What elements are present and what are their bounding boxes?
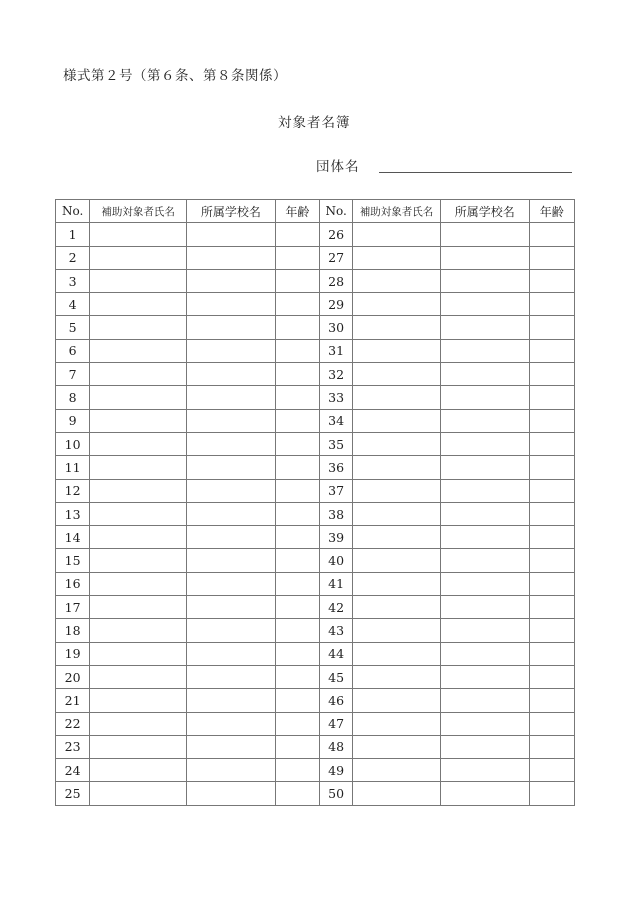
row-number: 39 xyxy=(319,526,352,549)
table-row xyxy=(56,246,575,269)
name-cell[interactable] xyxy=(90,432,187,455)
school-cell[interactable] xyxy=(440,549,529,572)
age-cell[interactable] xyxy=(529,339,574,362)
table-row xyxy=(56,502,575,525)
school-cell[interactable] xyxy=(186,689,275,712)
school-cell[interactable] xyxy=(440,316,529,339)
age-cell[interactable] xyxy=(529,409,574,432)
age-cell[interactable] xyxy=(275,712,319,735)
name-cell[interactable] xyxy=(353,782,441,805)
row-number: 49 xyxy=(319,759,352,782)
age-cell[interactable] xyxy=(529,502,574,525)
school-cell[interactable] xyxy=(440,759,529,782)
name-cell[interactable] xyxy=(90,339,187,362)
table-row xyxy=(56,269,575,292)
row-number: 47 xyxy=(319,712,352,735)
school-cell[interactable] xyxy=(440,735,529,758)
age-cell[interactable] xyxy=(275,246,319,269)
row-number: 18 xyxy=(56,619,90,642)
table-row xyxy=(56,479,575,502)
school-cell[interactable] xyxy=(186,432,275,455)
name-cell[interactable] xyxy=(353,712,441,735)
name-cell[interactable] xyxy=(90,759,187,782)
age-cell[interactable] xyxy=(275,502,319,525)
school-cell[interactable] xyxy=(186,409,275,432)
name-cell[interactable] xyxy=(353,269,441,292)
age-cell[interactable] xyxy=(529,782,574,805)
name-cell[interactable] xyxy=(353,409,441,432)
table-row xyxy=(56,619,575,642)
age-cell[interactable] xyxy=(275,572,319,595)
school-cell[interactable] xyxy=(186,316,275,339)
age-cell[interactable] xyxy=(275,456,319,479)
header-school: 所属学校名 xyxy=(440,200,529,223)
name-cell[interactable] xyxy=(90,502,187,525)
age-cell[interactable] xyxy=(275,782,319,805)
row-number: 16 xyxy=(56,572,90,595)
age-cell[interactable] xyxy=(529,665,574,688)
name-cell[interactable] xyxy=(353,759,441,782)
row-number: 2 xyxy=(56,246,90,269)
roster-table xyxy=(55,199,575,806)
table-row xyxy=(56,339,575,362)
school-cell[interactable] xyxy=(186,386,275,409)
row-number: 42 xyxy=(319,596,352,619)
header-name: 補助対象者氏名 xyxy=(353,200,441,223)
name-cell[interactable] xyxy=(353,665,441,688)
school-cell[interactable] xyxy=(186,782,275,805)
organization-name-field[interactable] xyxy=(379,172,572,173)
row-number: 28 xyxy=(319,269,352,292)
name-cell[interactable] xyxy=(90,223,187,246)
school-cell[interactable] xyxy=(186,502,275,525)
age-cell[interactable] xyxy=(275,642,319,665)
age-cell[interactable] xyxy=(275,339,319,362)
name-cell[interactable] xyxy=(90,316,187,339)
row-number: 30 xyxy=(319,316,352,339)
row-number: 34 xyxy=(319,409,352,432)
table-row xyxy=(56,526,575,549)
name-cell[interactable] xyxy=(90,782,187,805)
school-cell[interactable] xyxy=(440,526,529,549)
row-number: 31 xyxy=(319,339,352,362)
name-cell[interactable] xyxy=(353,223,441,246)
table-row xyxy=(56,572,575,595)
row-number: 48 xyxy=(319,735,352,758)
age-cell[interactable] xyxy=(275,479,319,502)
name-cell[interactable] xyxy=(90,246,187,269)
age-cell[interactable] xyxy=(529,526,574,549)
age-cell[interactable] xyxy=(529,479,574,502)
table-row xyxy=(56,316,575,339)
row-number: 20 xyxy=(56,665,90,688)
name-cell[interactable] xyxy=(353,619,441,642)
name-cell[interactable] xyxy=(90,665,187,688)
school-cell[interactable] xyxy=(186,642,275,665)
age-cell[interactable] xyxy=(529,689,574,712)
table-row xyxy=(56,759,575,782)
row-number: 4 xyxy=(56,293,90,316)
table-header-row xyxy=(56,200,575,223)
age-cell[interactable] xyxy=(275,386,319,409)
row-number: 26 xyxy=(319,223,352,246)
name-cell[interactable] xyxy=(353,456,441,479)
school-cell[interactable] xyxy=(186,363,275,386)
row-number: 13 xyxy=(56,502,90,525)
school-cell[interactable] xyxy=(440,293,529,316)
row-number: 11 xyxy=(56,456,90,479)
row-number: 44 xyxy=(319,642,352,665)
school-cell[interactable] xyxy=(186,269,275,292)
age-cell[interactable] xyxy=(275,689,319,712)
school-cell[interactable] xyxy=(186,246,275,269)
row-number: 37 xyxy=(319,479,352,502)
name-cell[interactable] xyxy=(90,712,187,735)
table-row xyxy=(56,386,575,409)
school-cell[interactable] xyxy=(440,619,529,642)
name-cell[interactable] xyxy=(353,549,441,572)
table-row xyxy=(56,712,575,735)
age-cell[interactable] xyxy=(275,269,319,292)
name-cell[interactable] xyxy=(353,316,441,339)
school-cell[interactable] xyxy=(440,502,529,525)
name-cell[interactable] xyxy=(353,386,441,409)
school-cell[interactable] xyxy=(186,549,275,572)
age-cell[interactable] xyxy=(529,572,574,595)
name-cell[interactable] xyxy=(353,246,441,269)
school-cell[interactable] xyxy=(440,386,529,409)
age-cell[interactable] xyxy=(529,759,574,782)
row-number: 29 xyxy=(319,293,352,316)
school-cell[interactable] xyxy=(440,665,529,688)
name-cell[interactable] xyxy=(90,735,187,758)
age-cell[interactable] xyxy=(529,246,574,269)
age-cell[interactable] xyxy=(275,432,319,455)
school-cell[interactable] xyxy=(440,479,529,502)
name-cell[interactable] xyxy=(90,642,187,665)
name-cell[interactable] xyxy=(353,572,441,595)
school-cell[interactable] xyxy=(440,363,529,386)
name-cell[interactable] xyxy=(353,596,441,619)
age-cell[interactable] xyxy=(275,409,319,432)
row-number: 19 xyxy=(56,642,90,665)
row-number: 23 xyxy=(56,735,90,758)
name-cell[interactable] xyxy=(90,572,187,595)
age-cell[interactable] xyxy=(529,386,574,409)
name-cell[interactable] xyxy=(90,293,187,316)
row-number: 27 xyxy=(319,246,352,269)
name-cell[interactable] xyxy=(353,735,441,758)
name-cell[interactable] xyxy=(90,549,187,572)
school-cell[interactable] xyxy=(440,456,529,479)
school-cell[interactable] xyxy=(186,293,275,316)
row-number: 43 xyxy=(319,619,352,642)
age-cell[interactable] xyxy=(275,293,319,316)
age-cell[interactable] xyxy=(529,363,574,386)
name-cell[interactable] xyxy=(90,386,187,409)
age-cell[interactable] xyxy=(529,316,574,339)
age-cell[interactable] xyxy=(275,596,319,619)
row-number: 46 xyxy=(319,689,352,712)
age-cell[interactable] xyxy=(529,712,574,735)
row-number: 22 xyxy=(56,712,90,735)
age-cell[interactable] xyxy=(529,456,574,479)
name-cell[interactable] xyxy=(90,409,187,432)
age-cell[interactable] xyxy=(275,619,319,642)
school-cell[interactable] xyxy=(186,456,275,479)
age-cell[interactable] xyxy=(529,293,574,316)
school-cell[interactable] xyxy=(440,339,529,362)
row-number: 36 xyxy=(319,456,352,479)
document-title: 対象者名簿 xyxy=(278,115,351,131)
table-row xyxy=(56,735,575,758)
name-cell[interactable] xyxy=(90,269,187,292)
school-cell[interactable] xyxy=(440,782,529,805)
row-number: 15 xyxy=(56,549,90,572)
school-cell[interactable] xyxy=(440,223,529,246)
school-cell[interactable] xyxy=(186,339,275,362)
table-row xyxy=(56,409,575,432)
name-cell[interactable] xyxy=(90,363,187,386)
row-number: 21 xyxy=(56,689,90,712)
name-cell[interactable] xyxy=(353,432,441,455)
age-cell[interactable] xyxy=(529,619,574,642)
table-row xyxy=(56,642,575,665)
age-cell[interactable] xyxy=(275,363,319,386)
name-cell[interactable] xyxy=(353,689,441,712)
age-cell[interactable] xyxy=(275,223,319,246)
table-row xyxy=(56,549,575,572)
row-number: 40 xyxy=(319,549,352,572)
row-number: 8 xyxy=(56,386,90,409)
school-cell[interactable] xyxy=(186,596,275,619)
row-number: 32 xyxy=(319,363,352,386)
row-number: 25 xyxy=(56,782,90,805)
form-number: 様式第２号（第６条、第８条関係） xyxy=(63,68,287,84)
school-cell[interactable] xyxy=(186,223,275,246)
school-cell[interactable] xyxy=(186,619,275,642)
name-cell[interactable] xyxy=(353,526,441,549)
age-cell[interactable] xyxy=(529,549,574,572)
row-number: 45 xyxy=(319,665,352,688)
row-number: 41 xyxy=(319,572,352,595)
name-cell[interactable] xyxy=(353,642,441,665)
row-number: 24 xyxy=(56,759,90,782)
school-cell[interactable] xyxy=(186,759,275,782)
row-number: 38 xyxy=(319,502,352,525)
name-cell[interactable] xyxy=(353,479,441,502)
age-cell[interactable] xyxy=(275,759,319,782)
header-school: 所属学校名 xyxy=(186,200,275,223)
table-row xyxy=(56,596,575,619)
table-row xyxy=(56,456,575,479)
age-cell[interactable] xyxy=(529,642,574,665)
school-cell[interactable] xyxy=(186,572,275,595)
table-row xyxy=(56,665,575,688)
school-cell[interactable] xyxy=(440,409,529,432)
organization-label: 団体名 xyxy=(316,159,360,175)
age-cell[interactable] xyxy=(275,665,319,688)
header-age: 年齢 xyxy=(275,200,319,223)
table-row xyxy=(56,689,575,712)
header-no: No. xyxy=(56,200,90,223)
row-number: 12 xyxy=(56,479,90,502)
school-cell[interactable] xyxy=(186,479,275,502)
school-cell[interactable] xyxy=(186,526,275,549)
name-cell[interactable] xyxy=(90,526,187,549)
name-cell[interactable] xyxy=(353,502,441,525)
age-cell[interactable] xyxy=(529,735,574,758)
header-name: 補助対象者氏名 xyxy=(90,200,187,223)
row-number: 14 xyxy=(56,526,90,549)
row-number: 5 xyxy=(56,316,90,339)
table-row xyxy=(56,432,575,455)
age-cell[interactable] xyxy=(275,526,319,549)
age-cell[interactable] xyxy=(275,735,319,758)
school-cell[interactable] xyxy=(440,572,529,595)
school-cell[interactable] xyxy=(186,712,275,735)
school-cell[interactable] xyxy=(440,642,529,665)
row-number: 33 xyxy=(319,386,352,409)
table-row xyxy=(56,782,575,805)
school-cell[interactable] xyxy=(440,596,529,619)
school-cell[interactable] xyxy=(186,665,275,688)
name-cell[interactable] xyxy=(353,363,441,386)
age-cell[interactable] xyxy=(529,269,574,292)
row-number: 1 xyxy=(56,223,90,246)
school-cell[interactable] xyxy=(440,689,529,712)
table-row xyxy=(56,223,575,246)
school-cell[interactable] xyxy=(440,246,529,269)
row-number: 7 xyxy=(56,363,90,386)
school-cell[interactable] xyxy=(186,735,275,758)
school-cell[interactable] xyxy=(440,712,529,735)
age-cell[interactable] xyxy=(275,549,319,572)
row-number: 10 xyxy=(56,432,90,455)
table-row xyxy=(56,293,575,316)
school-cell[interactable] xyxy=(440,432,529,455)
name-cell[interactable] xyxy=(353,293,441,316)
age-cell[interactable] xyxy=(529,223,574,246)
row-number: 6 xyxy=(56,339,90,362)
name-cell[interactable] xyxy=(90,456,187,479)
row-number: 9 xyxy=(56,409,90,432)
row-number: 50 xyxy=(319,782,352,805)
organization-row xyxy=(316,155,572,175)
name-cell[interactable] xyxy=(90,596,187,619)
header-age: 年齢 xyxy=(529,200,574,223)
row-number: 35 xyxy=(319,432,352,455)
row-number: 3 xyxy=(56,269,90,292)
table-row xyxy=(56,363,575,386)
age-cell[interactable] xyxy=(275,316,319,339)
age-cell[interactable] xyxy=(529,596,574,619)
name-cell[interactable] xyxy=(90,619,187,642)
row-number: 17 xyxy=(56,596,90,619)
name-cell[interactable] xyxy=(90,689,187,712)
age-cell[interactable] xyxy=(529,432,574,455)
name-cell[interactable] xyxy=(353,339,441,362)
name-cell[interactable] xyxy=(90,479,187,502)
school-cell[interactable] xyxy=(440,269,529,292)
header-no: No. xyxy=(319,200,352,223)
